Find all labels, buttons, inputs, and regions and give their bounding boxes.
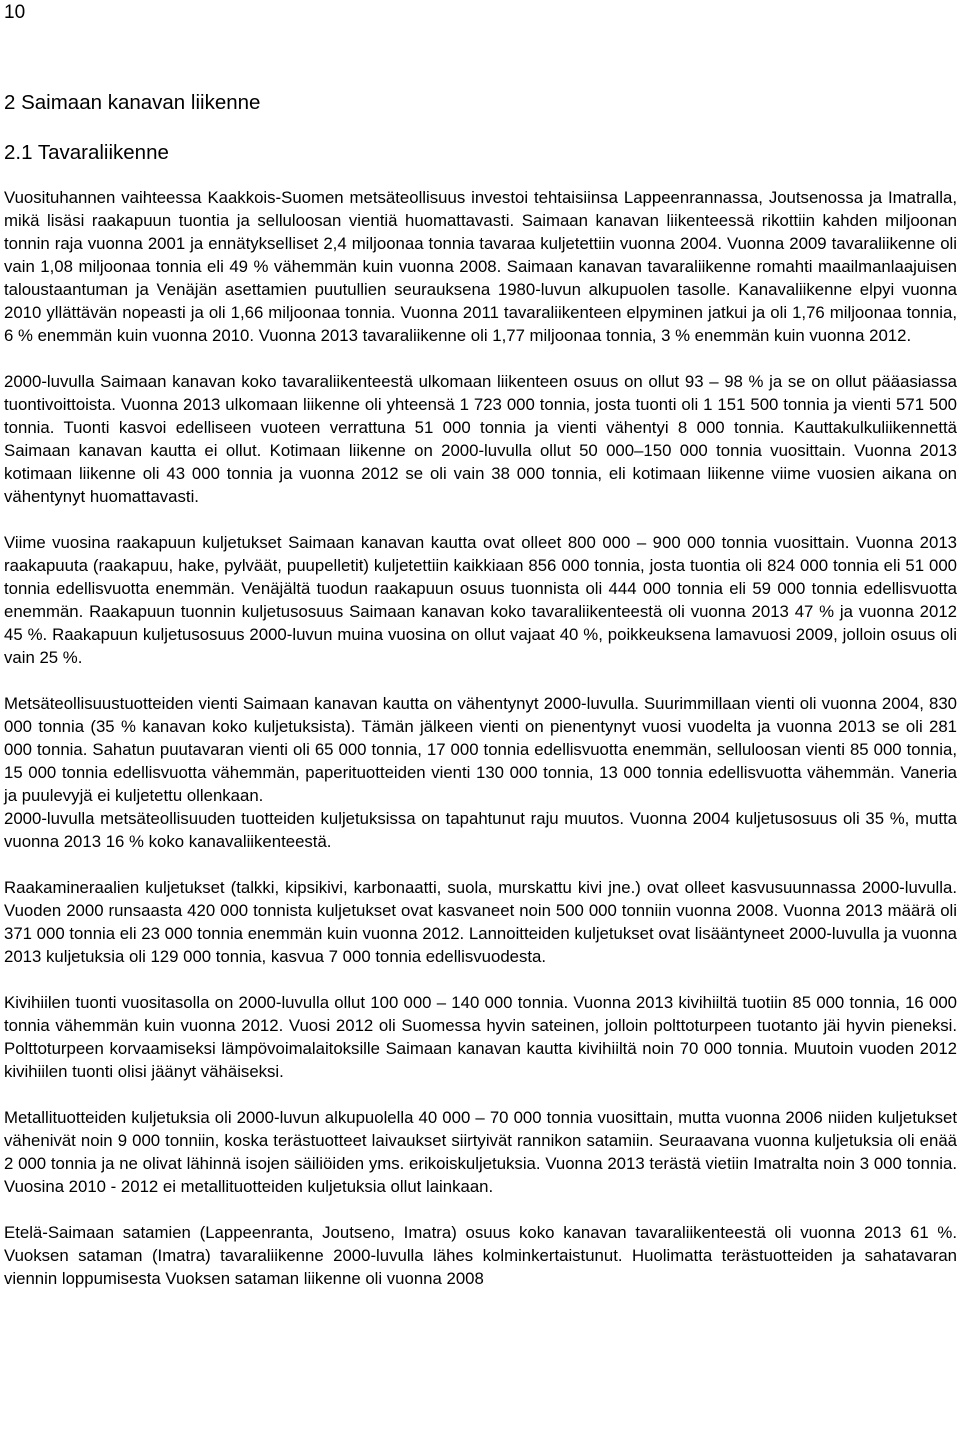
paragraph-metal-products: Metallituotteiden kuljetuksia oli 2000-luvun alkupuolella 40 000 – 70 000 tonnia vuosittain, mutta vuonna 2006 niiden kuljetukset vähenivät noin 9 000 tonniin, koska terästuotteet laivaukset siirtyivät rannikon satamiin. Seuraavana vuonna kuljetuksia oli enää 2 000 tonnia ja ne olivat lähinnä isojen säiliöiden yms. erikoiskuljetuksia. Vuonna 2013 terästä vietiin Imatralta noin 3 000 tonnia. Vuosina 2010 - 2012 ei metallituotteiden kuljetuksia ollut lainkaan. [4,1108,957,1196]
paragraph-coal: Kivihiilen tuonti vuositasolla on 2000-luvulla ollut 100 000 – 140 000 tonnia. Vuonna 2013 kivihiiltä tuotiin 85 000 tonnia, 16 000 tonnia vähemmän kuin vuonna 2012. Vuosi 2012 oli Suomessa hyvin sateinen, jolloin polttoturpeen tuotanto jäi hyvin pieneksi. Polttoturpeen korvaamiseksi lämpövoimalaitoksille Saimaan kanavan kautta kivihiiltä noin 70 000 tonnia. Muutoin vuoden 2012 kivihiilen tuonti olisi jäänyt vähäiseksi. [4,993,957,1081]
paragraph-minerals: Raakamineraalien kuljetukset (talkki, kipsikivi, karbonaatti, suola, murskattu kivi jne.) ovat olleet kasvusuunnassa 2000-luvulla. Vuoden 2000 runsaasta 420 000 tonnista kuljetukset ovat kasvaneet noin 500 000 tonniin vuonna 2008. Vuonna 2013 määrä oli 371 000 tonnia eli 23 000 tonnia enemmän kuin vuonna 2012. Lannoitteiden kuljetukset ovat lisääntyneet 2000-luvulla ja vuonna 2013 kuljetuksia oli 129 000 tonnia, kasvua 7 000 tonnia edellisvuodesta. [4,878,957,966]
page-number: 10 [4,2,26,23]
paragraph-foreign-traffic: 2000-luvulla Saimaan kanavan koko tavaraliikenteestä ulkomaan liikenteen osuus on ollut 93 – 98 % ja se on ollut pääasiassa tuontivoittoista. Vuonna 2013 ulkomaan liikenne oli yhteensä 1 723 000 tonnia, josta tuonti oli 1 151 500 tonnia ja vienti 571 500 tonnia. Tuonti kasvoi edelliseen vuoteen verrattuna 51 000 tonnia ja vienti vähentyi 8 000 tonnia. Kauttakulkuliikennettä Saimaan kanavan kautta ei ollut. Kotimaan liikenne on 2000-luvulla ollut 50 000–150 000 tonnia vuosittain. Vuonna 2013 kotimaan liikenne oli 43 000 tonnia ja vuonna 2012 se oli vain 38 000 tonnia, eli kotimaan liikenne viime vuosien aikana on vähentynyt huomattavasti. [4,372,957,506]
chapter-heading: 2 Saimaan kanavan liikenne [4,91,261,114]
paragraph-forest-products: Metsäteollisuustuotteiden vienti Saimaan kanavan kautta on vähentynyt 2000-luvulla. Suurimmillaan vienti oli vuonna 2004, 830 000 tonnia (35 % kanavan koko kuljetuksista). Tämän jälkeen vienti on pienentynyt vuosi vuodelta ja vuonna 2013 se oli 281 000 tonnia. Sahatun puutavaran vienti oli 65 000 tonnia, 17 000 tonnia edellisvuotta enemmän, selluloosan vienti 85 000 tonnia, 15 000 tonnia edellisvuotta vähemmän, paperituotteiden vienti 130 000 tonnia, 13 000 tonnia edellisvuotta vähemmän. Vaneria ja puulevyjä ei kuljetettu ollenkaan. [4,694,957,805]
paragraph-freight-overview: Vuosituhannen vaihteessa Kaakkois-Suomen metsäteollisuus investoi tehtaisiinsa Lappeenrannassa, Joutsenossa ja Imatralla, mikä lisäsi raakapuun tuontia ja selluloosan vientiä huomattavasti. Saimaan kanavan liikenteessä rikottiin kahden miljoonan tonnin raja vuonna 2001 ja ennätykselliset 2,4 miljoonaa tonnia tavaraa kuljetettiin vuonna 2004. Vuonna 2009 tavaraliikenne oli vain 1,08 miljoonaa tonnia eli 49 % vähemmän kuin vuonna 2008. Saimaan kanavan tavaraliikenne romahti maailmanlaajuisen taloustaantuman ja Venäjän asettamien puutullien seurauksena 1980-luvun alkupuolen tasolle. Kanavaliikenne elpyi vuonna 2010 yllättävän nopeasti ja oli 1,66 miljoonaa tonnia. Vuonna 2011 tavaraliikenteen elpyminen jatkui ja oli 1,76 miljoonaa tonnia, 6 % enemmän kuin vuonna 2010. Vuonna 2013 tavaraliikenne oli 1,77 miljoonaa tonnia, 3 % enemmän kuin vuonna 2012. [4,188,957,345]
paragraph-ports: Etelä-Saimaan satamien (Lappeenranta, Joutseno, Imatra) osuus koko kanavan tavaraliikenteestä oli vuonna 2013 61 %. Vuoksen sataman (Imatra) tavaraliikenne 2000-luvulla lähes kolminkertaistunut. Huolimatta terästuotteiden ja sahatavaran viennin loppumisesta Vuoksen sataman liikenne oli vuonna 2008 [4,1223,957,1288]
paragraph-forest-products-change: 2000-luvulla metsäteollisuuden tuotteiden kuljetuksissa on tapahtunut raju muutos. Vuonna 2004 kuljetusosuus oli 35 %, mutta vuonna 2013 16 % koko kanavaliikenteestä. [4,809,957,851]
section-heading: 2.1 Tavaraliikenne [4,141,169,164]
paragraph-roundwood: Viime vuosina raakapuun kuljetukset Saimaan kanavan kautta ovat olleet 800 000 – 900 000 tonnia vuosittain. Vuonna 2013 raakapuuta (raakapuu, hake, pylväät, puupelletit) kuljetettiin kaikkiaan 856 000 tonnia, josta tuontia oli 824 000 tonnia eli 51 000 tonnia edellisvuotta enemmän. Venäjältä tuodun raakapuun osuus tuonnista oli 444 000 tonnia eli 59 000 tonnia edellisvuotta enemmän. Raakapuun tuonnin kuljetusosuus Saimaan kanavan koko tavaraliikenteestä oli vuonna 2013 47 % ja vuonna 2012 45 %. Raakapuun kuljetusosuus 2000-luvun muina vuosina on ollut vajaat 40 %, poikkeuksena lamavuosi 2009, jolloin osuus oli vain 25 %. [4,533,957,667]
body-text [4,186,957,1290]
